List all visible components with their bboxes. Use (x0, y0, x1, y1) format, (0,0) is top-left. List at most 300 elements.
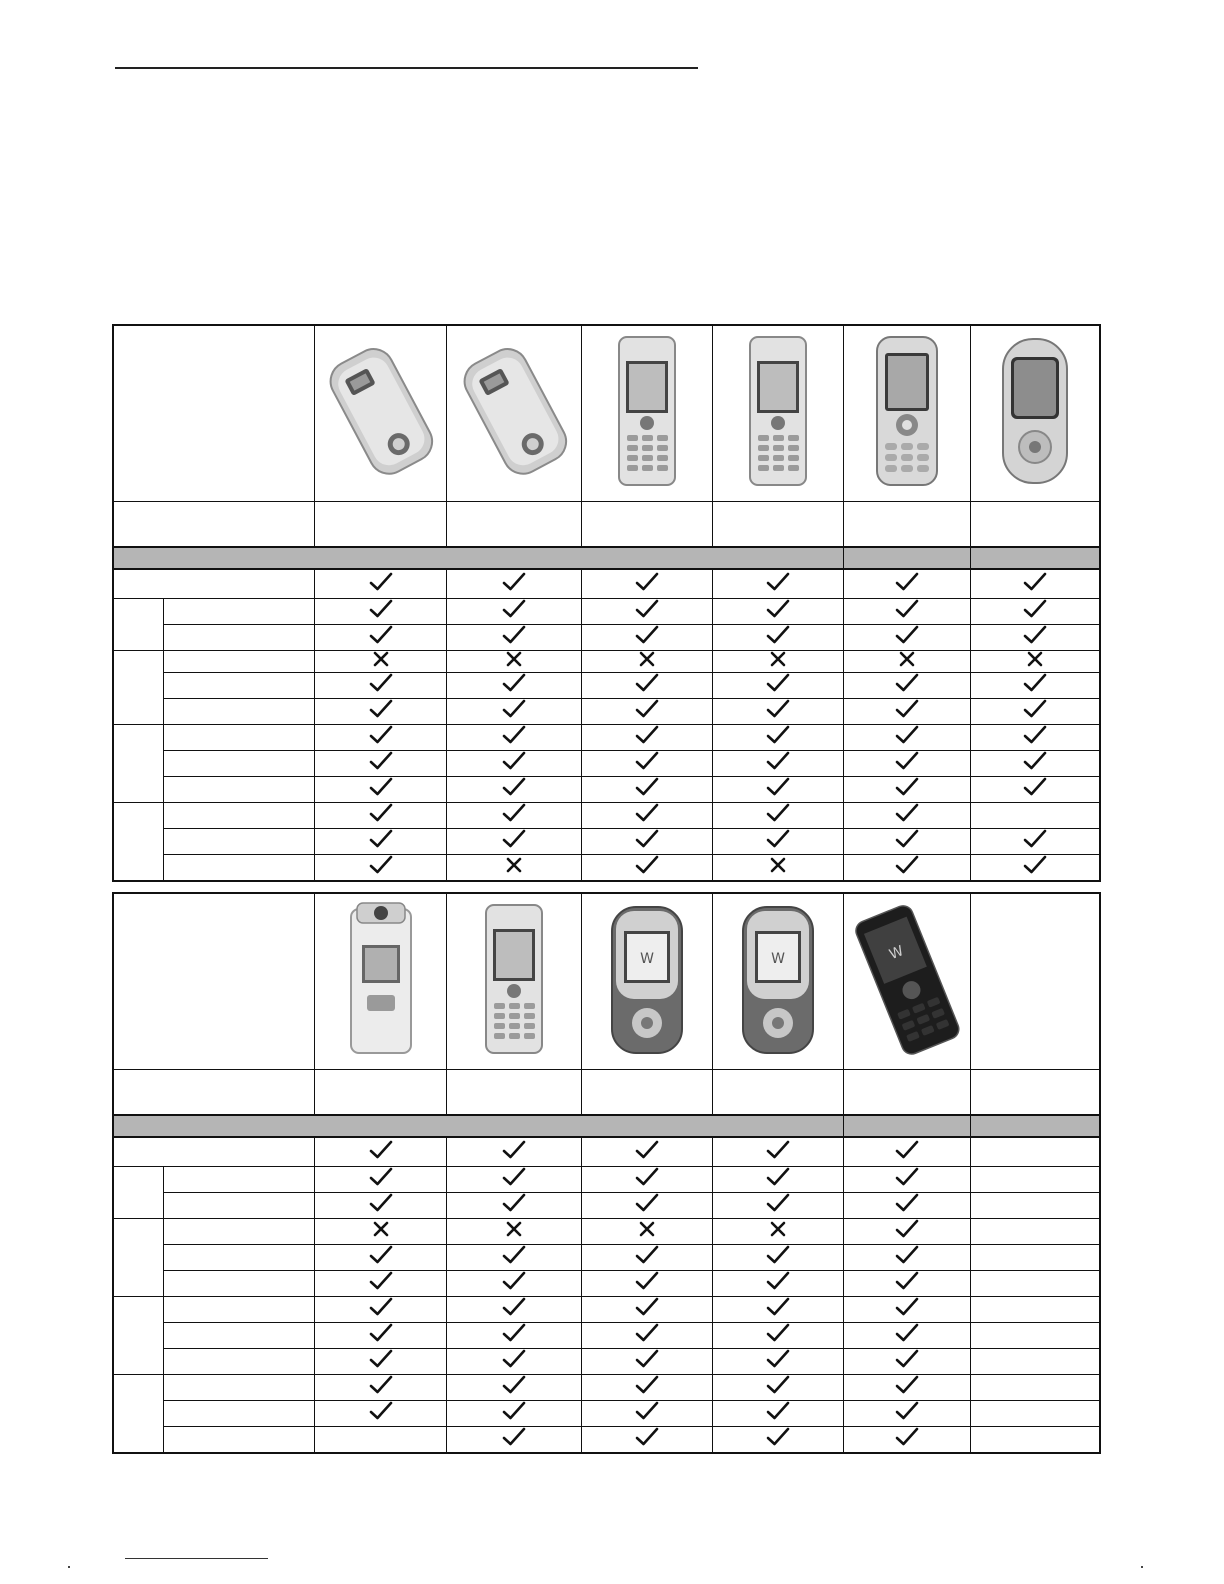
compat-cell (843, 673, 970, 699)
compat-cell (447, 1427, 582, 1454)
compat-cell (971, 1297, 1100, 1323)
check-icon (766, 1167, 790, 1187)
phone-name (843, 1070, 970, 1116)
clamshell-phone-icon (341, 899, 421, 1059)
feature-label (113, 1137, 314, 1167)
check-icon (635, 1193, 659, 1213)
compat-cell (843, 625, 970, 651)
phone-image-row (113, 325, 1100, 502)
compatibility-table-2 (112, 892, 1101, 1454)
feature-label (163, 673, 314, 699)
check-icon (502, 572, 526, 592)
check-icon (369, 1401, 393, 1421)
check-icon (895, 599, 919, 619)
feature-row (113, 1167, 1100, 1193)
candybar-phone-icon (607, 331, 687, 491)
check-icon (635, 803, 659, 823)
feature-label (163, 1271, 314, 1297)
compat-cell (843, 1167, 970, 1193)
compat-cell (447, 1323, 582, 1349)
check-icon (635, 777, 659, 797)
check-icon (895, 1427, 919, 1447)
compat-cell (712, 1297, 843, 1323)
compatibility-table-1 (112, 324, 1101, 882)
compat-cell (582, 1219, 712, 1245)
feature-row (113, 1349, 1100, 1375)
compat-cell (314, 1297, 446, 1323)
compat-cell (582, 803, 712, 829)
svg-text:W: W (640, 951, 654, 967)
compat-cell (582, 1323, 712, 1349)
feature-label (163, 1401, 314, 1427)
compat-cell (971, 1219, 1100, 1245)
feature-label (163, 699, 314, 725)
check-icon (766, 751, 790, 771)
section-header-cell (113, 547, 843, 569)
check-icon (766, 1349, 790, 1369)
check-icon (369, 625, 393, 645)
check-icon (895, 1375, 919, 1395)
phone-name (314, 1070, 446, 1116)
feature-label (163, 1297, 314, 1323)
compat-cell (971, 777, 1100, 803)
compat-cell (582, 625, 712, 651)
candybar-phone-round-icon (867, 331, 947, 491)
check-icon (895, 803, 919, 823)
compat-cell (447, 569, 582, 599)
compat-cell (447, 599, 582, 625)
compat-cell (712, 1245, 843, 1271)
slider-phone-icon (995, 331, 1075, 491)
check-icon (635, 1427, 659, 1447)
compat-cell (712, 599, 843, 625)
walkman-swivel-phone-icon (602, 899, 692, 1059)
check-icon (895, 1323, 919, 1343)
compat-cell (971, 1323, 1100, 1349)
check-icon (766, 1193, 790, 1213)
check-icon (766, 699, 790, 719)
compat-cell (314, 1193, 446, 1219)
compat-cell (843, 1349, 970, 1375)
cross-icon (373, 651, 389, 667)
header-corner-cell (113, 893, 314, 1070)
compat-cell (582, 651, 712, 673)
compat-cell (582, 569, 712, 599)
phone-name (712, 1070, 843, 1116)
check-icon (635, 1349, 659, 1369)
check-icon (895, 1167, 919, 1187)
compat-cell (314, 651, 446, 673)
section-header-cell (843, 1115, 970, 1137)
check-icon (1023, 777, 1047, 797)
compat-cell (971, 829, 1100, 855)
compat-cell (314, 1219, 446, 1245)
phone-name (971, 502, 1100, 548)
compat-cell (712, 1349, 843, 1375)
compat-cell (843, 725, 970, 751)
phone-image-cell (712, 325, 843, 502)
flip-phone-closed-icon (457, 331, 572, 491)
compat-cell (712, 1427, 843, 1454)
feature-row (113, 829, 1100, 855)
footer-link-underline (125, 1558, 268, 1559)
compat-cell (843, 651, 970, 673)
check-icon (502, 1401, 526, 1421)
feature-row (113, 725, 1100, 751)
check-icon (369, 803, 393, 823)
feature-label (163, 1349, 314, 1375)
feature-row (113, 1297, 1100, 1323)
compat-cell (843, 1375, 970, 1401)
compat-cell (712, 829, 843, 855)
check-icon (766, 572, 790, 592)
check-icon (895, 1193, 919, 1213)
feature-label (163, 1219, 314, 1245)
compat-cell (843, 803, 970, 829)
check-icon (502, 1271, 526, 1291)
check-icon (1023, 751, 1047, 771)
phone-image-cell (712, 893, 843, 1070)
check-icon (895, 625, 919, 645)
check-icon (895, 855, 919, 875)
check-icon (1023, 725, 1047, 745)
check-icon (502, 1375, 526, 1395)
section-header-cell (113, 1115, 843, 1137)
phone-name (447, 502, 582, 548)
phone-name (582, 502, 712, 548)
check-icon (766, 829, 790, 849)
compat-cell (447, 855, 582, 882)
compat-cell (314, 1401, 446, 1427)
compat-cell (971, 599, 1100, 625)
phone-image-cell (314, 325, 446, 502)
svg-text:W: W (770, 951, 785, 967)
check-icon (1023, 829, 1047, 849)
compat-cell (712, 751, 843, 777)
check-icon (766, 777, 790, 797)
feature-row (113, 1271, 1100, 1297)
compat-cell (582, 1349, 712, 1375)
check-icon (502, 1245, 526, 1265)
check-icon (895, 725, 919, 745)
compat-cell (712, 1323, 843, 1349)
compat-cell (712, 855, 843, 882)
feature-row (113, 1375, 1100, 1401)
compat-cell (447, 1297, 582, 1323)
compat-cell (712, 777, 843, 803)
header-corner-cell (113, 325, 314, 502)
phone-name (712, 502, 843, 548)
phone-name (971, 1070, 1100, 1116)
compat-cell (582, 1297, 712, 1323)
check-icon (502, 1349, 526, 1369)
compat-cell (314, 1323, 446, 1349)
check-icon (369, 1375, 393, 1395)
cross-icon (506, 1221, 522, 1237)
feature-label (163, 599, 314, 625)
feature-label (163, 777, 314, 803)
feature-label (163, 1323, 314, 1349)
check-icon (1023, 625, 1047, 645)
check-icon (895, 1271, 919, 1291)
check-icon (502, 673, 526, 693)
check-icon (502, 829, 526, 849)
phone-image-cell (971, 893, 1100, 1070)
compat-cell (971, 673, 1100, 699)
compat-cell (582, 1167, 712, 1193)
feature-row (113, 1401, 1100, 1427)
phone-image-cell (314, 893, 446, 1070)
compat-cell (582, 751, 712, 777)
check-icon (635, 1245, 659, 1265)
check-icon (369, 1167, 393, 1187)
compat-cell (971, 1349, 1100, 1375)
check-icon (895, 829, 919, 849)
compat-cell (582, 1245, 712, 1271)
check-icon (502, 699, 526, 719)
feature-group-label (113, 1219, 163, 1297)
compat-cell (843, 1401, 970, 1427)
check-icon (635, 751, 659, 771)
check-icon (635, 572, 659, 592)
compat-cell (447, 673, 582, 699)
check-icon (895, 777, 919, 797)
phone-image-cell (843, 893, 970, 1070)
compat-cell (843, 1245, 970, 1271)
compat-cell (447, 1167, 582, 1193)
check-icon (502, 803, 526, 823)
cross-icon (639, 1221, 655, 1237)
check-icon (635, 1297, 659, 1317)
check-icon (895, 572, 919, 592)
check-icon (502, 1427, 526, 1447)
compat-cell (843, 569, 970, 599)
compat-cell (843, 751, 970, 777)
compat-cell (314, 803, 446, 829)
check-icon (369, 572, 393, 592)
compat-cell (971, 651, 1100, 673)
compat-cell (843, 855, 970, 882)
check-icon (895, 1349, 919, 1369)
check-icon (369, 1323, 393, 1343)
check-icon (766, 803, 790, 823)
section-header-row (113, 547, 1100, 569)
title-underline (115, 67, 698, 69)
compat-cell (843, 1137, 970, 1167)
check-icon (369, 751, 393, 771)
compat-cell (314, 725, 446, 751)
compat-cell (712, 673, 843, 699)
check-icon (369, 699, 393, 719)
check-icon (1023, 599, 1047, 619)
compat-cell (712, 803, 843, 829)
compat-cell (843, 777, 970, 803)
feature-row (113, 1427, 1100, 1454)
walkman-black-phone-icon (847, 899, 967, 1059)
compat-cell (712, 651, 843, 673)
feature-label (163, 1167, 314, 1193)
feature-label (163, 651, 314, 673)
model-label-cell (113, 502, 314, 548)
check-icon (635, 1401, 659, 1421)
phone-image-cell (582, 893, 712, 1070)
phone-name (314, 502, 446, 548)
feature-label (163, 1427, 314, 1454)
feature-label (163, 855, 314, 882)
compat-cell (447, 725, 582, 751)
compat-cell (582, 1271, 712, 1297)
phone-name (582, 1070, 712, 1116)
check-icon (895, 751, 919, 771)
check-icon (635, 725, 659, 745)
check-icon (1023, 673, 1047, 693)
check-icon (369, 1271, 393, 1291)
compat-cell (447, 699, 582, 725)
feature-row (113, 699, 1100, 725)
section-header-row (113, 1115, 1100, 1137)
check-icon (895, 1401, 919, 1421)
check-icon (502, 751, 526, 771)
phone-name (843, 502, 970, 548)
check-icon (502, 1140, 526, 1160)
phone-name-row (113, 1070, 1100, 1116)
compat-cell (447, 1271, 582, 1297)
check-icon (369, 855, 393, 875)
feature-label (163, 751, 314, 777)
compat-cell (971, 1401, 1100, 1427)
compat-cell (314, 673, 446, 699)
compat-cell (447, 1137, 582, 1167)
compat-cell (712, 625, 843, 651)
check-icon (502, 1167, 526, 1187)
compat-cell (314, 1167, 446, 1193)
check-icon (502, 1193, 526, 1213)
check-icon (502, 1297, 526, 1317)
feature-row (113, 1219, 1100, 1245)
feature-label (163, 725, 314, 751)
compat-cell (843, 1271, 970, 1297)
feature-group-label (113, 725, 163, 803)
compat-cell (314, 777, 446, 803)
feature-row (113, 803, 1100, 829)
svg-text:W: W (887, 943, 906, 964)
flip-phone-closed-icon (323, 331, 438, 491)
feature-label (163, 1375, 314, 1401)
check-icon (369, 1140, 393, 1160)
model-label-cell (113, 1070, 314, 1116)
check-icon (766, 673, 790, 693)
feature-label (113, 569, 314, 599)
compat-cell (971, 725, 1100, 751)
compat-cell (971, 699, 1100, 725)
check-icon (895, 673, 919, 693)
compat-cell (712, 1167, 843, 1193)
compat-cell (712, 699, 843, 725)
check-icon (502, 1323, 526, 1343)
walkman-swivel-phone-icon (733, 899, 823, 1059)
compat-cell (314, 1349, 446, 1375)
compat-cell (447, 803, 582, 829)
check-icon (895, 1245, 919, 1265)
cross-icon (899, 651, 915, 667)
section-header-cell (971, 1115, 1100, 1137)
check-icon (766, 1323, 790, 1343)
feature-label (163, 1245, 314, 1271)
compat-cell (582, 777, 712, 803)
compat-cell (582, 855, 712, 882)
check-icon (369, 1245, 393, 1265)
compat-cell (582, 1137, 712, 1167)
feature-row (113, 651, 1100, 673)
feature-group-label (113, 803, 163, 882)
compat-cell (582, 1193, 712, 1219)
candybar-phone-icon (474, 899, 554, 1059)
compat-cell (712, 1137, 843, 1167)
check-icon (766, 1271, 790, 1291)
candybar-phone-icon (738, 331, 818, 491)
check-icon (895, 1140, 919, 1160)
feature-group-label (113, 1297, 163, 1375)
compat-cell (314, 699, 446, 725)
check-icon (1023, 699, 1047, 719)
check-icon (635, 829, 659, 849)
check-icon (635, 1140, 659, 1160)
compat-cell (971, 1167, 1100, 1193)
check-icon (1023, 572, 1047, 592)
phone-image-cell (447, 893, 582, 1070)
cross-icon (506, 651, 522, 667)
check-icon (766, 1245, 790, 1265)
compat-cell (971, 803, 1100, 829)
feature-row (113, 625, 1100, 651)
check-icon (766, 725, 790, 745)
phone-name-row (113, 502, 1100, 548)
feature-row (113, 673, 1100, 699)
compat-cell (314, 1137, 446, 1167)
feature-group-label (113, 651, 163, 725)
check-icon (369, 1349, 393, 1369)
feature-row (113, 1245, 1100, 1271)
compat-cell (447, 777, 582, 803)
check-icon (895, 699, 919, 719)
check-icon (369, 829, 393, 849)
compat-cell (843, 1297, 970, 1323)
compat-cell (314, 625, 446, 651)
compat-cell (712, 1271, 843, 1297)
cross-icon (639, 651, 655, 667)
compat-cell (971, 1193, 1100, 1219)
check-icon (635, 1323, 659, 1343)
footer-mark-left (68, 1566, 70, 1568)
compat-cell (843, 599, 970, 625)
compat-cell (712, 725, 843, 751)
compat-cell (314, 829, 446, 855)
check-icon (635, 1271, 659, 1291)
feature-group-label (113, 1375, 163, 1454)
feature-row (113, 1323, 1100, 1349)
compat-cell (447, 651, 582, 673)
check-icon (895, 1219, 919, 1239)
phone-image-cell (447, 325, 582, 502)
check-icon (766, 625, 790, 645)
check-icon (369, 1297, 393, 1317)
check-icon (895, 1297, 919, 1317)
compat-cell (971, 855, 1100, 882)
compat-cell (314, 569, 446, 599)
check-icon (369, 599, 393, 619)
compat-cell (843, 829, 970, 855)
cross-icon (1027, 651, 1043, 667)
